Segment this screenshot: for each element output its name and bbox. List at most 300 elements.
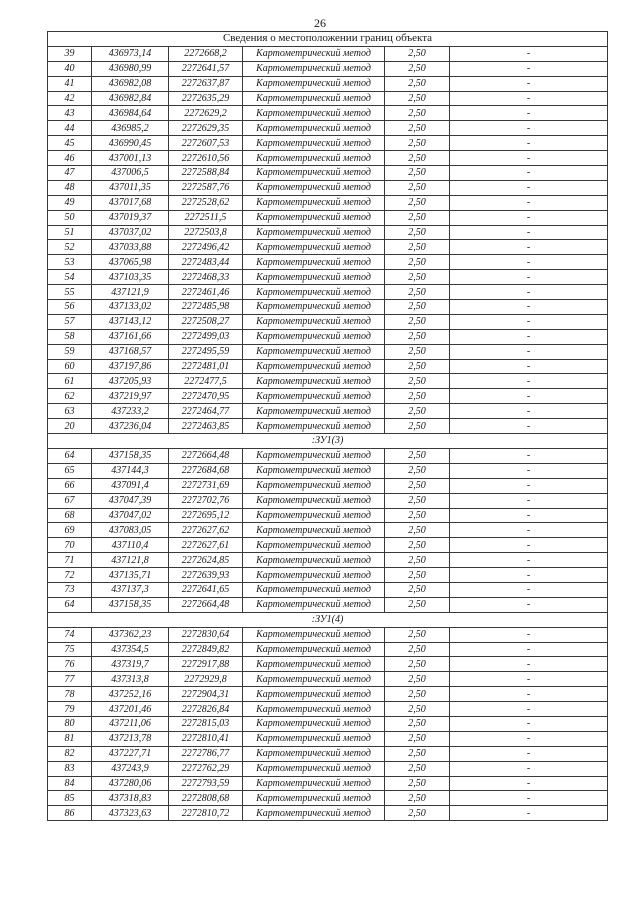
y-coordinate-cell: 2272641,57 <box>169 61 243 76</box>
method-cell: Картометрический метод <box>243 210 385 225</box>
point-number-cell: 54 <box>48 270 92 285</box>
y-coordinate-cell: 2272481,01 <box>169 359 243 374</box>
x-coordinate-cell: 437158,35 <box>92 597 169 612</box>
x-coordinate-cell: 437318,83 <box>92 791 169 806</box>
method-cell: Картометрический метод <box>243 344 385 359</box>
y-coordinate-cell: 2272731,69 <box>169 478 243 493</box>
x-coordinate-cell: 437362,23 <box>92 627 169 642</box>
table-row <box>48 61 608 76</box>
y-coordinate-cell: 2272762,29 <box>169 761 243 776</box>
description-cell: - <box>450 716 608 731</box>
accuracy-cell: 2,50 <box>385 508 450 523</box>
y-coordinate-cell: 2272627,61 <box>169 538 243 553</box>
description-cell: - <box>450 642 608 657</box>
table-row <box>48 374 608 389</box>
x-coordinate-cell: 437083,05 <box>92 523 169 538</box>
x-coordinate-cell: 437252,16 <box>92 687 169 702</box>
description-cell: - <box>450 791 608 806</box>
x-coordinate-cell: 437047,02 <box>92 508 169 523</box>
x-coordinate-cell: 437037,02 <box>92 225 169 240</box>
accuracy-cell: 2,50 <box>385 523 450 538</box>
accuracy-cell: 2,50 <box>385 225 450 240</box>
method-cell: Картометрический метод <box>243 463 385 478</box>
y-coordinate-cell: 2272470,95 <box>169 389 243 404</box>
method-cell: Картометрический метод <box>243 419 385 434</box>
table-row <box>48 285 608 300</box>
y-coordinate-cell: 2272629,2 <box>169 106 243 121</box>
point-number-cell: 68 <box>48 508 92 523</box>
accuracy-cell: 2,50 <box>385 538 450 553</box>
x-coordinate-cell: 437121,8 <box>92 553 169 568</box>
description-cell: - <box>450 210 608 225</box>
table-row <box>48 508 608 523</box>
point-number-cell: 42 <box>48 91 92 106</box>
x-coordinate-cell: 437158,35 <box>92 448 169 463</box>
y-coordinate-cell: 2272508,27 <box>169 314 243 329</box>
accuracy-cell: 2,50 <box>385 151 450 166</box>
accuracy-cell: 2,50 <box>385 568 450 583</box>
x-coordinate-cell: 436984,64 <box>92 106 169 121</box>
accuracy-cell: 2,50 <box>385 731 450 746</box>
method-cell: Картометрический метод <box>243 121 385 136</box>
group-label: :ЗУ1(3) <box>48 434 608 449</box>
description-cell: - <box>450 76 608 91</box>
y-coordinate-cell: 2272528,62 <box>169 195 243 210</box>
table-row <box>48 136 608 151</box>
table-row <box>48 582 608 597</box>
description-cell: - <box>450 180 608 195</box>
description-cell: - <box>450 121 608 136</box>
table-row <box>48 210 608 225</box>
point-number-cell: 49 <box>48 195 92 210</box>
point-number-cell: 73 <box>48 582 92 597</box>
table-row <box>48 180 608 195</box>
description-cell: - <box>450 508 608 523</box>
table-row <box>48 776 608 791</box>
description-cell: - <box>450 240 608 255</box>
table-row <box>48 463 608 478</box>
description-cell: - <box>450 806 608 821</box>
table-row <box>48 761 608 776</box>
point-number-cell: 81 <box>48 731 92 746</box>
y-coordinate-cell: 2272664,48 <box>169 597 243 612</box>
table-row <box>48 344 608 359</box>
point-number-cell: 65 <box>48 463 92 478</box>
table-row <box>48 121 608 136</box>
x-coordinate-cell: 437323,63 <box>92 806 169 821</box>
description-cell: - <box>450 702 608 717</box>
description-cell: - <box>450 478 608 493</box>
table-row <box>48 195 608 210</box>
accuracy-cell: 2,50 <box>385 746 450 761</box>
x-coordinate-cell: 437144,3 <box>92 463 169 478</box>
description-cell: - <box>450 582 608 597</box>
x-coordinate-cell: 437161,66 <box>92 329 169 344</box>
table-row <box>48 791 608 806</box>
description-cell: - <box>450 731 608 746</box>
point-number-cell: 86 <box>48 806 92 821</box>
accuracy-cell: 2,50 <box>385 329 450 344</box>
y-coordinate-cell: 2272664,48 <box>169 448 243 463</box>
table-row <box>48 389 608 404</box>
accuracy-cell: 2,50 <box>385 702 450 717</box>
method-cell: Картометрический метод <box>243 731 385 746</box>
method-cell: Картометрический метод <box>243 106 385 121</box>
x-coordinate-cell: 436985,2 <box>92 121 169 136</box>
point-number-cell: 79 <box>48 702 92 717</box>
y-coordinate-cell: 2272464,77 <box>169 404 243 419</box>
table-body <box>48 32 608 821</box>
method-cell: Картометрический метод <box>243 329 385 344</box>
method-cell: Картометрический метод <box>243 806 385 821</box>
x-coordinate-cell: 437065,98 <box>92 255 169 270</box>
table-row <box>48 448 608 463</box>
y-coordinate-cell: 2272917,88 <box>169 657 243 672</box>
y-coordinate-cell: 2272629,35 <box>169 121 243 136</box>
description-cell: - <box>450 329 608 344</box>
accuracy-cell: 2,50 <box>385 61 450 76</box>
accuracy-cell: 2,50 <box>385 300 450 315</box>
point-number-cell: 64 <box>48 597 92 612</box>
x-coordinate-cell: 436980,99 <box>92 61 169 76</box>
accuracy-cell: 2,50 <box>385 493 450 508</box>
table-title: Сведения о местоположении границ объекта <box>48 32 608 47</box>
x-coordinate-cell: 437135,71 <box>92 568 169 583</box>
table-row <box>48 329 608 344</box>
y-coordinate-cell: 2272463,85 <box>169 419 243 434</box>
table-row <box>48 538 608 553</box>
description-cell: - <box>450 389 608 404</box>
description-cell: - <box>450 761 608 776</box>
table-row <box>48 255 608 270</box>
table-row <box>48 76 608 91</box>
x-coordinate-cell: 437143,12 <box>92 314 169 329</box>
method-cell: Картометрический метод <box>243 642 385 657</box>
method-cell: Картометрический метод <box>243 270 385 285</box>
table-row <box>48 91 608 106</box>
method-cell: Картометрический метод <box>243 687 385 702</box>
description-cell: - <box>450 657 608 672</box>
y-coordinate-cell: 2272483,44 <box>169 255 243 270</box>
point-number-cell: 76 <box>48 657 92 672</box>
table-row <box>48 314 608 329</box>
accuracy-cell: 2,50 <box>385 285 450 300</box>
table-row <box>48 716 608 731</box>
point-number-cell: 61 <box>48 374 92 389</box>
accuracy-cell: 2,50 <box>385 478 450 493</box>
point-number-cell: 57 <box>48 314 92 329</box>
x-coordinate-cell: 437091,4 <box>92 478 169 493</box>
x-coordinate-cell: 437033,88 <box>92 240 169 255</box>
point-number-cell: 82 <box>48 746 92 761</box>
accuracy-cell: 2,50 <box>385 359 450 374</box>
point-number-cell: 85 <box>48 791 92 806</box>
method-cell: Картометрический метод <box>243 76 385 91</box>
description-cell: - <box>450 300 608 315</box>
description-cell: - <box>450 344 608 359</box>
method-cell: Картометрический метод <box>243 776 385 791</box>
accuracy-cell: 2,50 <box>385 121 450 136</box>
y-coordinate-cell: 2272849,82 <box>169 642 243 657</box>
table-row <box>48 553 608 568</box>
method-cell: Картометрический метод <box>243 791 385 806</box>
y-coordinate-cell: 2272808,68 <box>169 791 243 806</box>
method-cell: Картометрический метод <box>243 240 385 255</box>
x-coordinate-cell: 436973,14 <box>92 46 169 61</box>
point-number-cell: 43 <box>48 106 92 121</box>
y-coordinate-cell: 2272810,72 <box>169 806 243 821</box>
x-coordinate-cell: 437001,13 <box>92 151 169 166</box>
description-cell: - <box>450 270 608 285</box>
accuracy-cell: 2,50 <box>385 46 450 61</box>
accuracy-cell: 2,50 <box>385 672 450 687</box>
description-cell: - <box>450 404 608 419</box>
table-row <box>48 166 608 181</box>
point-number-cell: 69 <box>48 523 92 538</box>
method-cell: Картометрический метод <box>243 493 385 508</box>
table-row <box>48 359 608 374</box>
table-row <box>48 151 608 166</box>
x-coordinate-cell: 437197,86 <box>92 359 169 374</box>
accuracy-cell: 2,50 <box>385 419 450 434</box>
description-cell: - <box>450 553 608 568</box>
y-coordinate-cell: 2272904,31 <box>169 687 243 702</box>
y-coordinate-cell: 2272641,65 <box>169 582 243 597</box>
table-row <box>48 568 608 583</box>
description-cell: - <box>450 255 608 270</box>
point-number-cell: 60 <box>48 359 92 374</box>
y-coordinate-cell: 2272635,29 <box>169 91 243 106</box>
point-number-cell: 55 <box>48 285 92 300</box>
point-number-cell: 78 <box>48 687 92 702</box>
method-cell: Картометрический метод <box>243 404 385 419</box>
x-coordinate-cell: 437236,04 <box>92 419 169 434</box>
x-coordinate-cell: 437313,8 <box>92 672 169 687</box>
method-cell: Картометрический метод <box>243 359 385 374</box>
y-coordinate-cell: 2272826,84 <box>169 702 243 717</box>
method-cell: Картометрический метод <box>243 255 385 270</box>
table-title-row <box>48 32 608 47</box>
description-cell: - <box>450 672 608 687</box>
point-number-cell: 84 <box>48 776 92 791</box>
accuracy-cell: 2,50 <box>385 374 450 389</box>
y-coordinate-cell: 2272587,76 <box>169 180 243 195</box>
y-coordinate-cell: 2272499,03 <box>169 329 243 344</box>
accuracy-cell: 2,50 <box>385 136 450 151</box>
accuracy-cell: 2,50 <box>385 314 450 329</box>
description-cell: - <box>450 463 608 478</box>
method-cell: Картометрический метод <box>243 597 385 612</box>
accuracy-cell: 2,50 <box>385 642 450 657</box>
x-coordinate-cell: 437243,9 <box>92 761 169 776</box>
y-coordinate-cell: 2272815,03 <box>169 716 243 731</box>
table-row <box>48 270 608 285</box>
description-cell: - <box>450 61 608 76</box>
x-coordinate-cell: 437137,3 <box>92 582 169 597</box>
description-cell: - <box>450 538 608 553</box>
y-coordinate-cell: 2272830,64 <box>169 627 243 642</box>
point-number-cell: 75 <box>48 642 92 657</box>
y-coordinate-cell: 2272702,76 <box>169 493 243 508</box>
x-coordinate-cell: 436982,84 <box>92 91 169 106</box>
y-coordinate-cell: 2272810,41 <box>169 731 243 746</box>
group-header-row <box>48 434 608 449</box>
accuracy-cell: 2,50 <box>385 106 450 121</box>
accuracy-cell: 2,50 <box>385 180 450 195</box>
method-cell: Картометрический метод <box>243 582 385 597</box>
x-coordinate-cell: 437110,4 <box>92 538 169 553</box>
x-coordinate-cell: 437201,46 <box>92 702 169 717</box>
accuracy-cell: 2,50 <box>385 389 450 404</box>
x-coordinate-cell: 437211,06 <box>92 716 169 731</box>
y-coordinate-cell: 2272511,5 <box>169 210 243 225</box>
method-cell: Картометрический метод <box>243 180 385 195</box>
y-coordinate-cell: 2272485,98 <box>169 300 243 315</box>
accuracy-cell: 2,50 <box>385 627 450 642</box>
table-row <box>48 523 608 538</box>
description-cell: - <box>450 46 608 61</box>
x-coordinate-cell: 437168,57 <box>92 344 169 359</box>
y-coordinate-cell: 2272588,84 <box>169 166 243 181</box>
y-coordinate-cell: 2272495,59 <box>169 344 243 359</box>
point-number-cell: 41 <box>48 76 92 91</box>
accuracy-cell: 2,50 <box>385 687 450 702</box>
method-cell: Картометрический метод <box>243 672 385 687</box>
table-row <box>48 478 608 493</box>
description-cell: - <box>450 597 608 612</box>
method-cell: Картометрический метод <box>243 508 385 523</box>
point-number-cell: 51 <box>48 225 92 240</box>
table-row <box>48 746 608 761</box>
point-number-cell: 58 <box>48 329 92 344</box>
point-number-cell: 66 <box>48 478 92 493</box>
point-number-cell: 44 <box>48 121 92 136</box>
description-cell: - <box>450 106 608 121</box>
x-coordinate-cell: 437133,02 <box>92 300 169 315</box>
y-coordinate-cell: 2272695,12 <box>169 508 243 523</box>
x-coordinate-cell: 437121,9 <box>92 285 169 300</box>
accuracy-cell: 2,50 <box>385 657 450 672</box>
description-cell: - <box>450 419 608 434</box>
table-row <box>48 240 608 255</box>
accuracy-cell: 2,50 <box>385 761 450 776</box>
point-number-cell: 53 <box>48 255 92 270</box>
point-number-cell: 62 <box>48 389 92 404</box>
y-coordinate-cell: 2272496,42 <box>169 240 243 255</box>
description-cell: - <box>450 166 608 181</box>
point-number-cell: 56 <box>48 300 92 315</box>
x-coordinate-cell: 437219,97 <box>92 389 169 404</box>
y-coordinate-cell: 2272477,5 <box>169 374 243 389</box>
accuracy-cell: 2,50 <box>385 597 450 612</box>
x-coordinate-cell: 437011,35 <box>92 180 169 195</box>
accuracy-cell: 2,50 <box>385 776 450 791</box>
table-row <box>48 46 608 61</box>
accuracy-cell: 2,50 <box>385 76 450 91</box>
y-coordinate-cell: 2272929,8 <box>169 672 243 687</box>
accuracy-cell: 2,50 <box>385 463 450 478</box>
point-number-cell: 48 <box>48 180 92 195</box>
method-cell: Картометрический метод <box>243 716 385 731</box>
accuracy-cell: 2,50 <box>385 166 450 181</box>
table-row <box>48 687 608 702</box>
accuracy-cell: 2,50 <box>385 210 450 225</box>
point-number-cell: 59 <box>48 344 92 359</box>
table-row <box>48 300 608 315</box>
point-number-cell: 47 <box>48 166 92 181</box>
point-number-cell: 71 <box>48 553 92 568</box>
x-coordinate-cell: 436982,08 <box>92 76 169 91</box>
description-cell: - <box>450 195 608 210</box>
point-number-cell: 64 <box>48 448 92 463</box>
table-row <box>48 225 608 240</box>
point-number-cell: 52 <box>48 240 92 255</box>
description-cell: - <box>450 687 608 702</box>
description-cell: - <box>450 776 608 791</box>
method-cell: Картометрический метод <box>243 61 385 76</box>
y-coordinate-cell: 2272461,46 <box>169 285 243 300</box>
method-cell: Картометрический метод <box>243 448 385 463</box>
table-row <box>48 493 608 508</box>
accuracy-cell: 2,50 <box>385 270 450 285</box>
group-label: :ЗУ1(4) <box>48 612 608 627</box>
accuracy-cell: 2,50 <box>385 806 450 821</box>
point-number-cell: 50 <box>48 210 92 225</box>
description-cell: - <box>450 493 608 508</box>
y-coordinate-cell: 2272639,93 <box>169 568 243 583</box>
description-cell: - <box>450 151 608 166</box>
y-coordinate-cell: 2272607,53 <box>169 136 243 151</box>
method-cell: Картометрический метод <box>243 166 385 181</box>
method-cell: Картометрический метод <box>243 523 385 538</box>
x-coordinate-cell: 437006,5 <box>92 166 169 181</box>
y-coordinate-cell: 2272684,68 <box>169 463 243 478</box>
method-cell: Картометрический метод <box>243 389 385 404</box>
y-coordinate-cell: 2272468,33 <box>169 270 243 285</box>
description-cell: - <box>450 314 608 329</box>
method-cell: Картометрический метод <box>243 314 385 329</box>
description-cell: - <box>450 136 608 151</box>
method-cell: Картометрический метод <box>243 300 385 315</box>
description-cell: - <box>450 746 608 761</box>
point-number-cell: 67 <box>48 493 92 508</box>
point-number-cell: 45 <box>48 136 92 151</box>
point-number-cell: 63 <box>48 404 92 419</box>
x-coordinate-cell: 437280,06 <box>92 776 169 791</box>
table-row <box>48 672 608 687</box>
method-cell: Картометрический метод <box>243 568 385 583</box>
accuracy-cell: 2,50 <box>385 255 450 270</box>
method-cell: Картометрический метод <box>243 627 385 642</box>
y-coordinate-cell: 2272624,85 <box>169 553 243 568</box>
table-row <box>48 806 608 821</box>
group-header-row <box>48 612 608 627</box>
description-cell: - <box>450 359 608 374</box>
table-row <box>48 731 608 746</box>
method-cell: Картометрический метод <box>243 374 385 389</box>
method-cell: Картометрический метод <box>243 746 385 761</box>
y-coordinate-cell: 2272610,56 <box>169 151 243 166</box>
point-number-cell: 39 <box>48 46 92 61</box>
accuracy-cell: 2,50 <box>385 344 450 359</box>
x-coordinate-cell: 437319,7 <box>92 657 169 672</box>
method-cell: Картометрический метод <box>243 136 385 151</box>
x-coordinate-cell: 437019,37 <box>92 210 169 225</box>
table-row <box>48 419 608 434</box>
accuracy-cell: 2,50 <box>385 553 450 568</box>
table-row <box>48 702 608 717</box>
x-coordinate-cell: 437205,93 <box>92 374 169 389</box>
